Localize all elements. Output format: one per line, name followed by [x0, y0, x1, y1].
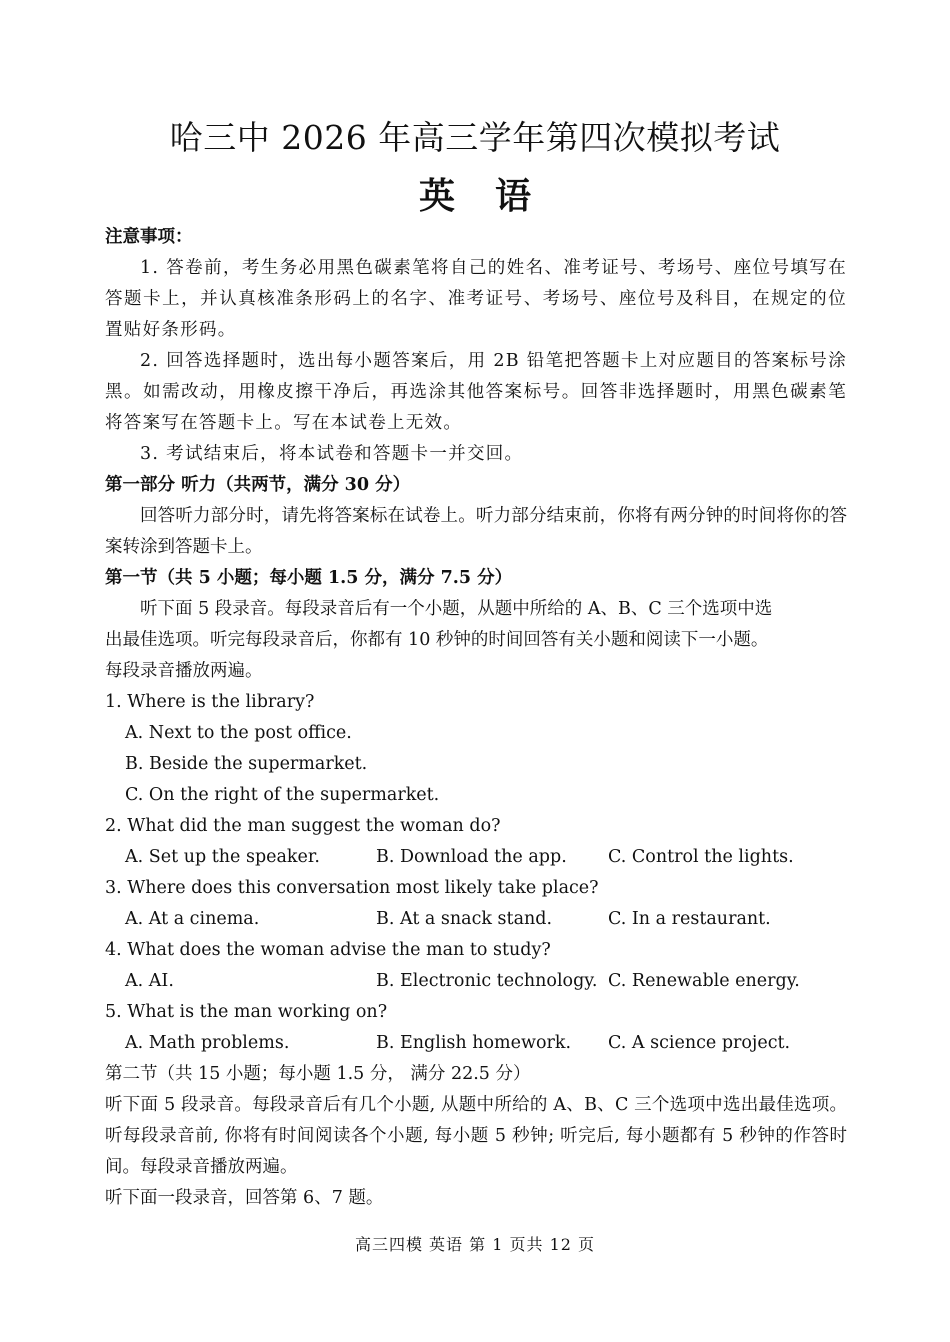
- notice-item: 2. 回答选择题时，选出每小题答案后，用 2B 铅笔把答题卡上对应题目的答案标号涂黑。如需改动，用橡皮擦干净后，再选涂其他答案标号。回答非选择题时，用黑色碳素笔将答案写在答题卡上。写在本试卷上无效。: [105, 351, 847, 433]
- option-a: A. Set up the speaker.: [125, 847, 320, 867]
- option-c: C. In a restaurant.: [608, 909, 771, 929]
- option-b: B. English homework.: [376, 1033, 572, 1053]
- question-5: 5. What is the man working on?: [105, 1002, 388, 1022]
- section2-next: 听下面一段录音，回答第 6、7 题。: [105, 1188, 384, 1208]
- options-row: [105, 1028, 847, 1059]
- question-2: 2. What did the man suggest the woman do?: [105, 816, 501, 836]
- section2-intro: 听下面 5 段录音。每段录音后有几个小题, 从题中所给的 A、B、C 三个选项中选出最佳选项。听每段录音前, 你将有时间阅读各个小题, 每小题 5 秒钟; 听完后, 每小题都有 5 秒钟的作答时间。每段录音播放两遍。: [105, 1095, 847, 1177]
- section1-intro-line: 出最佳选项。听完每段录音后，你都有 10 秒钟的时间回答有关小题和阅读下一小题。: [105, 630, 769, 650]
- option-a: A. AI.: [125, 971, 174, 991]
- option-c: C. A science project.: [608, 1033, 791, 1053]
- option-b: B. Electronic technology.: [376, 971, 598, 991]
- notice-heading: 注意事项：: [105, 227, 193, 247]
- option-a: A. Math problems.: [125, 1033, 290, 1053]
- notice-item: 1. 答卷前，考生务必用黑色碳素笔将自己的姓名、准考证号、考场号、座位号填写在答题卡上，并认真核准条形码上的名字、准考证号、考场号、座位号及科目，在规定的位置贴好条形码。: [105, 258, 847, 340]
- option-c: C. Renewable energy.: [608, 971, 800, 991]
- question-3: 3. Where does this conversation most likely take place?: [105, 878, 599, 898]
- section1-intro-line: 每段录音播放两遍。: [105, 661, 263, 681]
- option-c: C. On the right of the supermarket.: [125, 785, 440, 805]
- section2-heading: 第二节（共 15 小题；每小题 1.5 分， 满分 22.5 分）: [105, 1064, 531, 1084]
- options-row: [105, 966, 847, 997]
- option-b: B. Download the app.: [376, 847, 567, 867]
- question-1: 1. Where is the library?: [105, 692, 315, 712]
- exam-content: [105, 222, 847, 1214]
- option-b: B. At a snack stand.: [376, 909, 553, 929]
- option-c: C. Control the lights.: [608, 847, 794, 867]
- options-row: [105, 842, 847, 873]
- section1-intro-line: 听下面 5 段录音。每段录音后有一个小题，从题中所给的 A、B、C 三个选项中选: [140, 599, 773, 619]
- option-a: A. At a cinema.: [125, 909, 260, 929]
- options-row: [105, 904, 847, 935]
- section1-heading: 第一节（共 5 小题；每小题 1.5 分，满分 7.5 分）: [105, 568, 513, 588]
- option-a: A. Next to the post office.: [125, 723, 352, 743]
- exam-title: 哈三中 2026 年高三学年第四次模拟考试: [169, 118, 781, 157]
- page-footer: 高三四模 英语 第 1 页共 12 页: [354, 1235, 596, 1254]
- question-4: 4. What does the woman advise the man to study?: [105, 940, 551, 960]
- notice-item: 3. 考试结束后，将本试卷和答题卡一并交回。: [140, 444, 524, 464]
- part1-intro: 回答听力部分时，请先将答案标在试卷上。听力部分结束前，你将有两分钟的时间将你的答案转涂到答题卡上。: [105, 506, 847, 557]
- part1-heading: 第一部分 听力（共两节，满分 30 分）: [105, 475, 411, 495]
- option-b: B. Beside the supermarket.: [125, 754, 368, 774]
- subject-title: 英语: [418, 175, 571, 217]
